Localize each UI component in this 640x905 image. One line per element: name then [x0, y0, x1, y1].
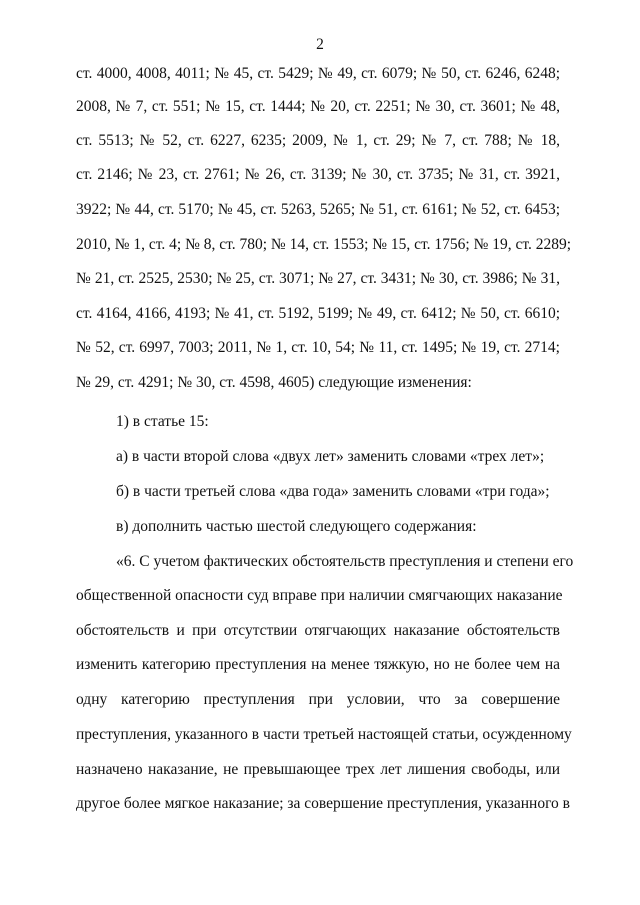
text-line: № 52, ст. 6997, 7003; 2011, № 1, ст. 10, 54; № 11, ст. 1495; № 19, ст. 2714; — [76, 339, 560, 356]
list-item-b: б) в части третьей слова «два года» заменить словами «три года»; — [116, 483, 550, 500]
text-line: 2010, № 1, ст. 4; № 8, ст. 780; № 14, ст. 1553; № 15, ст. 1756; № 19, ст. 2289; — [76, 236, 572, 253]
list-item-v: в) дополнить частью шестой следующего содержания: — [116, 518, 477, 535]
list-item-a: а) в части второй слова «двух лет» заменить словами «трех лет»; — [116, 448, 545, 465]
text-line: общественной опасности суд вправе при наличии смягчающих наказание — [76, 587, 563, 604]
text-line: № 21, ст. 2525, 2530; № 25, ст. 3071; № 27, ст. 3431; № 30, ст. 3986; № 31, — [76, 270, 560, 287]
text-line: обстоятельств и при отсутствии отягчающих наказание обстоятельств — [76, 622, 560, 639]
text-line: 2008, № 7, ст. 551; № 15, ст. 1444; № 20, ст. 2251; № 30, ст. 3601; № 48, — [76, 98, 560, 115]
text-line: ст. 2146; № 23, ст. 2761; № 26, ст. 3139; № 30, ст. 3735; № 31, ст. 3921, — [76, 166, 560, 183]
list-item-1: 1) в статье 15: — [116, 413, 209, 430]
text-line: преступления, указанного в части третьей настоящей статьи, осужденному — [76, 726, 572, 743]
text-line: «6. С учетом фактических обстоятельств преступления и степени его — [116, 553, 574, 570]
text-line: ст. 5513; № 52, ст. 6227, 6235; 2009, № 1, ст. 29; № 7, ст. 788; № 18, — [76, 132, 560, 149]
text-line: назначено наказание, не превышающее трех лет лишения свободы, или — [76, 761, 560, 778]
text-line: № 29, ст. 4291; № 30, ст. 4598, 4605) следующие изменения: — [76, 374, 472, 391]
text-line: ст. 4000, 4008, 4011; № 45, ст. 5429; № 49, ст. 6079; № 50, ст. 6246, 6248; — [76, 65, 560, 82]
page-number: 2 — [316, 36, 324, 53]
text-line: ст. 4164, 4166, 4193; № 41, ст. 5192, 5199; № 49, ст. 6412; № 50, ст. 6610; — [76, 305, 560, 322]
text-line: изменить категорию преступления на менее тяжкую, но не более чем на — [76, 656, 560, 673]
text-line: одну категорию преступления при условии, что за совершение — [76, 691, 560, 708]
text-line: 3922; № 44, ст. 5170; № 45, ст. 5263, 5265; № 51, ст. 6161; № 52, ст. 6453; — [76, 201, 560, 218]
text-line: другое более мягкое наказание; за совершение преступления, указанного в — [76, 795, 570, 812]
